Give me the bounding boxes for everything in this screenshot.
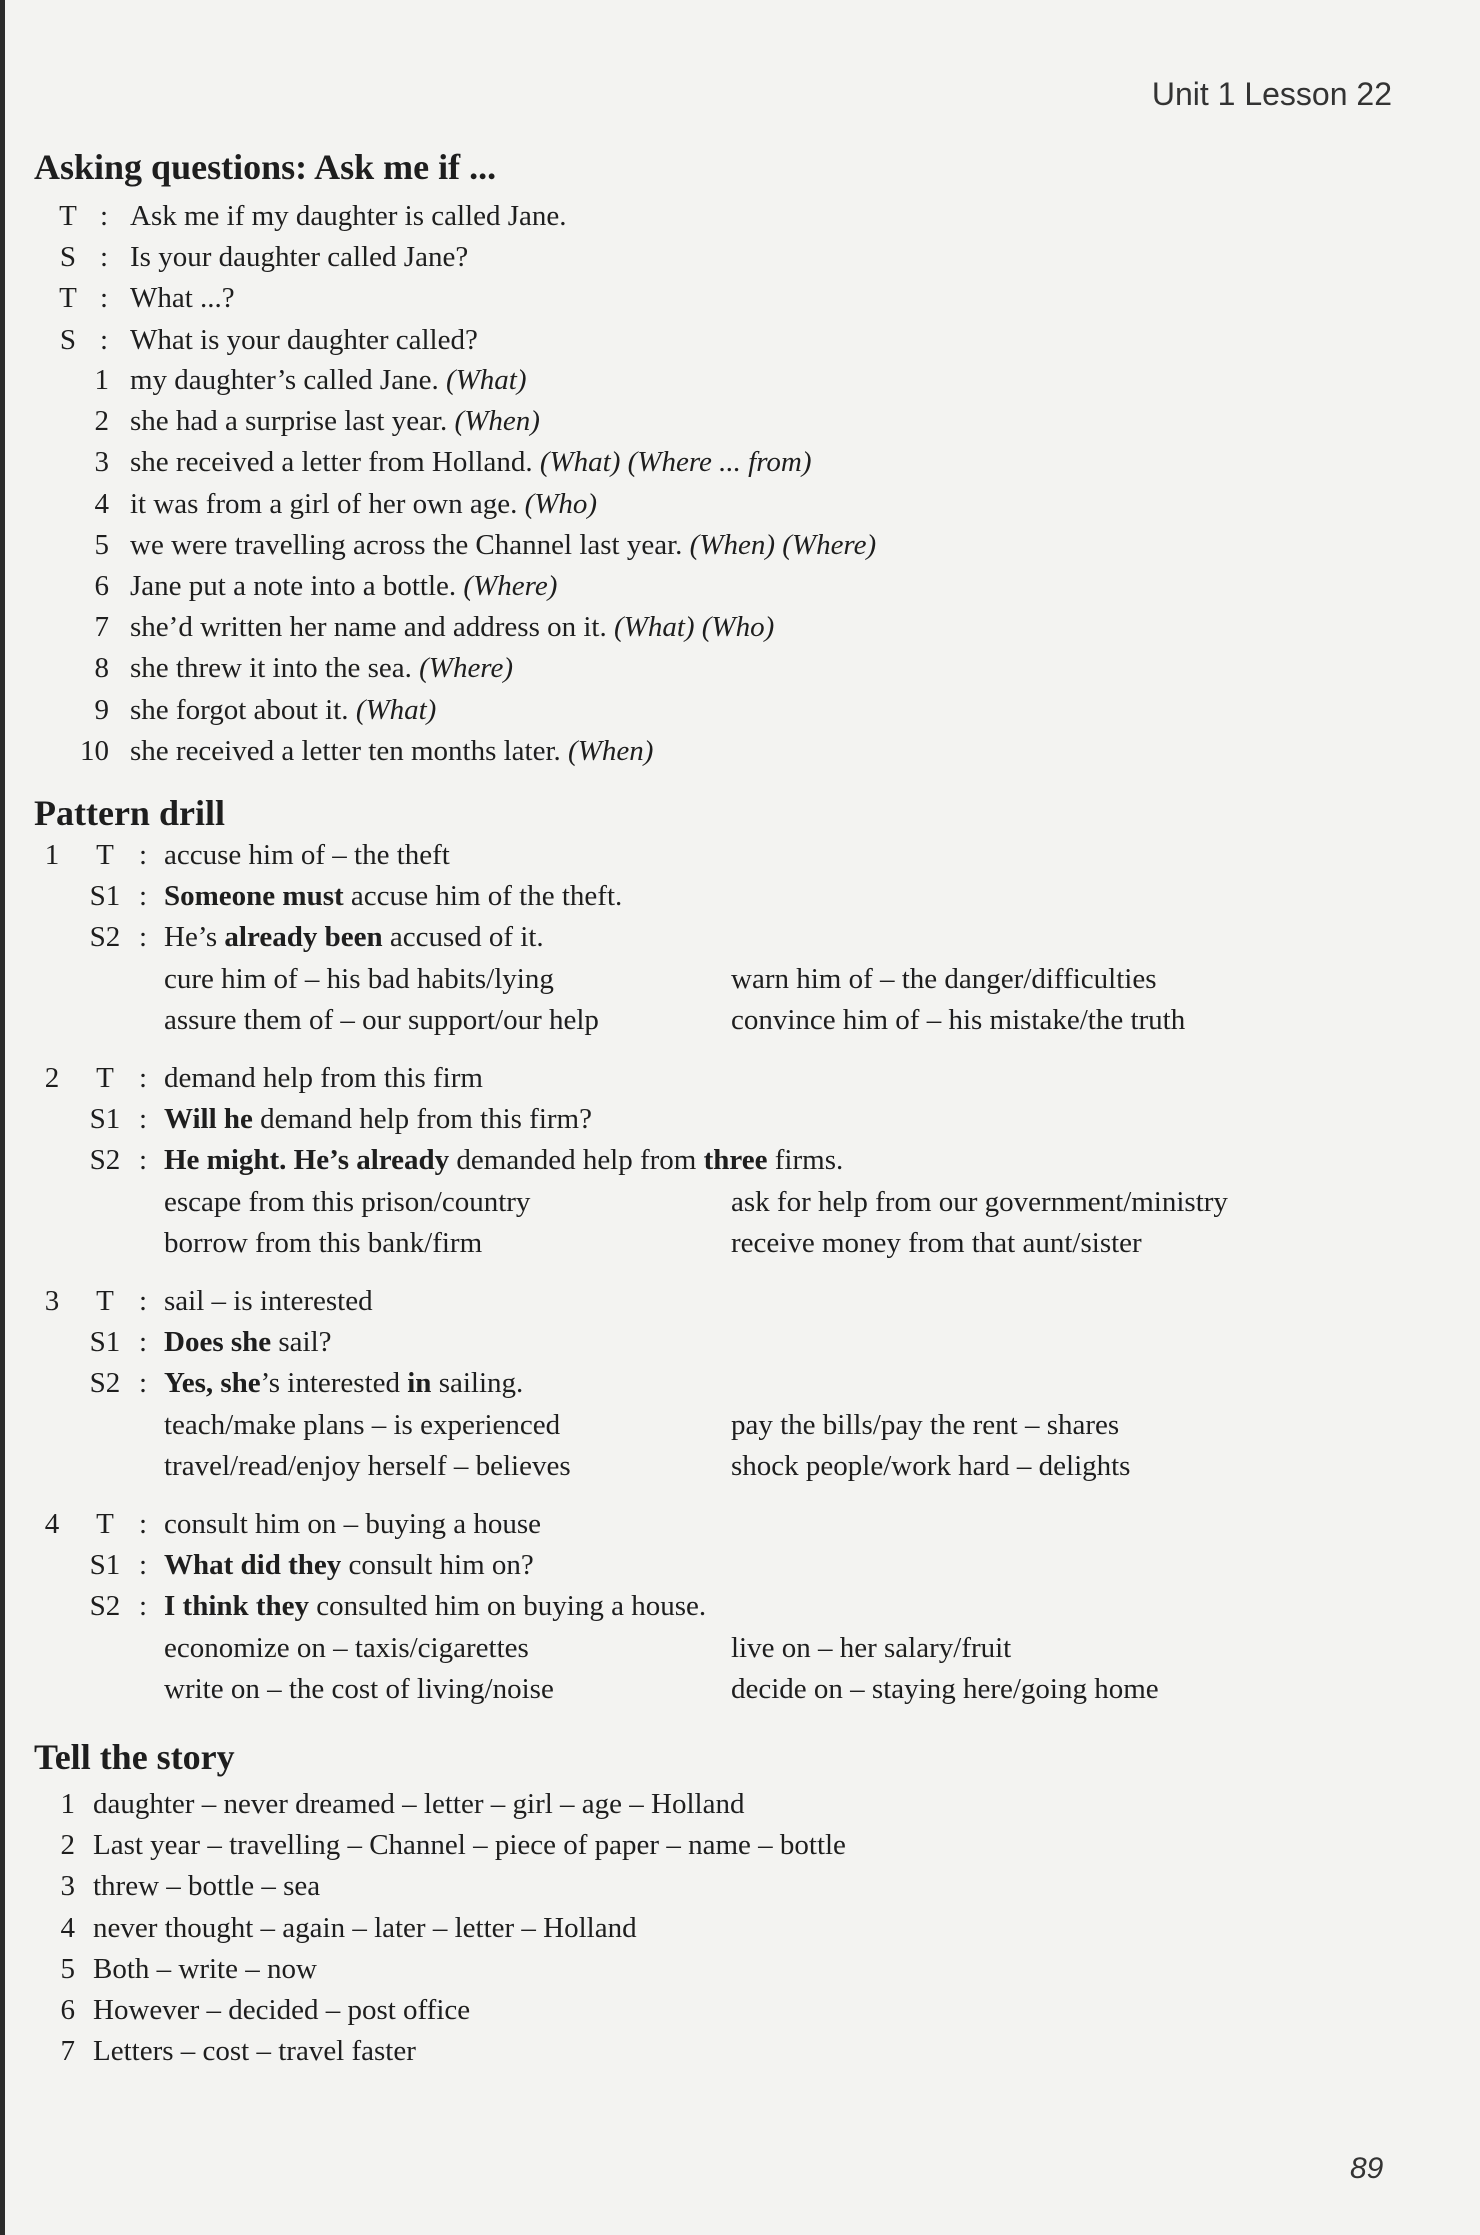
example-right: shock people/work hard – delights bbox=[731, 1449, 1131, 1482]
item-text bbox=[130, 607, 774, 648]
drill-text: demand help from this firm bbox=[164, 1062, 483, 1094]
drill-line bbox=[0, 1363, 1400, 1404]
example-left: travel/read/enjoy herself – believes bbox=[164, 1449, 571, 1482]
speaker-label: T bbox=[96, 1285, 114, 1317]
item-cue: (When) bbox=[454, 405, 540, 438]
speaker-label: S2 bbox=[89, 921, 121, 954]
question-item bbox=[0, 442, 1400, 483]
item-text bbox=[130, 566, 557, 607]
story-number: 4 bbox=[60, 1911, 75, 1944]
speaker-label: T bbox=[59, 200, 77, 232]
drill-text bbox=[164, 1140, 843, 1181]
story-number: 7 bbox=[60, 2035, 75, 2068]
drill-text: accuse him of – the theft bbox=[164, 839, 450, 871]
dialogue-text: Ask me if my daughter is called Jane. bbox=[130, 200, 567, 232]
item-number: 5 bbox=[94, 528, 109, 561]
bold-text: Will he bbox=[164, 1103, 253, 1136]
item-text bbox=[130, 690, 436, 731]
story-number: 5 bbox=[60, 1952, 75, 1985]
plain-text: consult him on? bbox=[341, 1549, 534, 1582]
drill-line bbox=[0, 917, 1400, 958]
drill-example-row bbox=[0, 1223, 1400, 1264]
item-cue: (What) (Where ... from) bbox=[539, 446, 812, 479]
question-item bbox=[0, 401, 1400, 442]
item-text bbox=[130, 648, 513, 689]
section-title-asking-questions: Asking questions: Ask me if ... bbox=[34, 147, 497, 187]
drill-example-row bbox=[0, 1446, 1400, 1487]
speaker-label: T bbox=[96, 1508, 114, 1540]
colon: : bbox=[138, 1285, 148, 1317]
item-prompt: Jane put a note into a bottle. bbox=[130, 570, 464, 602]
drill-line bbox=[0, 835, 1400, 876]
drill-text bbox=[164, 917, 544, 958]
item-prompt: she received a letter ten months later. bbox=[130, 734, 569, 767]
colon: : bbox=[99, 323, 109, 356]
colon: : bbox=[99, 200, 109, 232]
story-item bbox=[0, 1949, 1400, 1990]
item-prompt: we were travelling across the Channel last year. bbox=[130, 528, 690, 561]
page-number: 89 bbox=[1350, 2152, 1384, 2185]
item-cue: (Where) bbox=[463, 570, 558, 602]
plain-text: sail? bbox=[271, 1326, 332, 1359]
item-number: 2 bbox=[94, 405, 109, 438]
item-cue: (Where) bbox=[419, 652, 514, 685]
story-item bbox=[0, 1908, 1400, 1949]
dialogue-line bbox=[0, 196, 1400, 237]
story-text: Last year – travelling – Channel – piece of paper – name – bottle bbox=[93, 1829, 846, 1862]
colon: : bbox=[138, 880, 148, 913]
question-item bbox=[0, 566, 1400, 607]
example-left: teach/make plans – is experienced bbox=[164, 1408, 561, 1441]
story-text: never thought – again – later – letter – Holland bbox=[93, 1911, 637, 1944]
item-prompt: she threw it into the sea. bbox=[130, 652, 420, 685]
item-prompt: she forgot about it. bbox=[130, 693, 356, 726]
item-cue: (When) (Where) bbox=[689, 528, 877, 561]
drill-number: 2 bbox=[44, 1062, 60, 1094]
bold-text: Does she bbox=[164, 1326, 272, 1359]
colon: : bbox=[138, 1144, 148, 1177]
example-right: live on – her salary/fruit bbox=[731, 1631, 1012, 1664]
drill-example-row bbox=[0, 1000, 1400, 1041]
drill-line bbox=[0, 876, 1400, 917]
bold-text: What did they bbox=[164, 1549, 342, 1582]
dialogue-text: Is your daughter called Jane? bbox=[130, 241, 469, 274]
speaker-label: S2 bbox=[89, 1367, 121, 1400]
drill-text bbox=[164, 1322, 332, 1363]
example-right: warn him of – the danger/difficulties bbox=[731, 962, 1157, 995]
plain-text: ’s interested bbox=[260, 1367, 408, 1400]
plain-text: accuse him of the theft. bbox=[343, 880, 623, 913]
speaker-label: T bbox=[96, 839, 114, 871]
item-number: 9 bbox=[94, 693, 109, 726]
question-item bbox=[0, 607, 1400, 648]
item-cue: (Who) bbox=[524, 487, 598, 520]
example-left: economize on – taxis/cigarettes bbox=[164, 1631, 529, 1664]
story-number: 2 bbox=[60, 1829, 75, 1862]
speaker-label: S bbox=[59, 323, 77, 356]
item-cue: (What) bbox=[355, 693, 437, 726]
drill-text: consult him on – buying a house bbox=[164, 1508, 541, 1540]
drill-line bbox=[0, 1140, 1400, 1181]
item-text bbox=[130, 442, 812, 483]
colon: : bbox=[138, 1508, 148, 1540]
drill-text bbox=[164, 1099, 592, 1140]
example-left: write on – the cost of living/noise bbox=[164, 1672, 554, 1705]
item-number: 10 bbox=[80, 734, 109, 767]
unit-lesson-header: Unit 1 Lesson 22 bbox=[1151, 76, 1392, 112]
speaker-label: S bbox=[59, 241, 77, 274]
bold-text: already been bbox=[224, 921, 383, 954]
drill-line bbox=[0, 1545, 1400, 1586]
speaker-label: T bbox=[59, 282, 77, 315]
dialogue-line bbox=[0, 237, 1400, 278]
story-text: However – decided – post office bbox=[93, 1994, 471, 2026]
item-number: 6 bbox=[94, 570, 109, 602]
section-title-pattern-drill: Pattern drill bbox=[34, 793, 225, 833]
item-number: 1 bbox=[94, 364, 109, 396]
section-title-tell-the-story: Tell the story bbox=[34, 1737, 235, 1777]
plain-text: accused of it. bbox=[382, 921, 544, 954]
bold-text: Someone must bbox=[164, 880, 344, 913]
item-text bbox=[130, 731, 653, 772]
bold-text: in bbox=[407, 1367, 432, 1400]
item-number: 3 bbox=[94, 446, 109, 479]
story-item bbox=[0, 1784, 1400, 1825]
drill-example-row bbox=[0, 1628, 1400, 1669]
plain-text: firms. bbox=[767, 1144, 844, 1177]
question-item bbox=[0, 648, 1400, 689]
drill-text bbox=[164, 876, 622, 917]
story-item bbox=[0, 1866, 1400, 1907]
drill-example-row bbox=[0, 1182, 1400, 1223]
speaker-label: S1 bbox=[89, 1103, 121, 1136]
drill-line bbox=[0, 1322, 1400, 1363]
question-item bbox=[0, 690, 1400, 731]
item-number: 7 bbox=[94, 611, 109, 644]
item-text bbox=[130, 401, 540, 442]
example-left: borrow from this bank/firm bbox=[164, 1226, 483, 1259]
item-prompt: my daughter’s called Jane. bbox=[130, 364, 446, 396]
colon: : bbox=[138, 1103, 148, 1136]
plain-text: consulted him on buying a house. bbox=[309, 1590, 707, 1623]
item-prompt: she had a surprise last year. bbox=[130, 405, 455, 438]
example-right: pay the bills/pay the rent – shares bbox=[731, 1408, 1120, 1441]
question-item bbox=[0, 525, 1400, 566]
story-item bbox=[0, 2031, 1400, 2072]
story-text: Letters – cost – travel faster bbox=[93, 2035, 416, 2068]
story-text: daughter – never dreamed – letter – girl – age – Holland bbox=[93, 1788, 745, 1820]
item-number: 4 bbox=[94, 487, 109, 520]
colon: : bbox=[138, 921, 148, 954]
example-right: decide on – staying here/going home bbox=[731, 1672, 1159, 1705]
story-number: 6 bbox=[60, 1994, 75, 2026]
speaker-label: S2 bbox=[89, 1144, 121, 1177]
dialogue-line bbox=[0, 278, 1400, 319]
drill-example-row bbox=[0, 1669, 1400, 1710]
colon: : bbox=[138, 839, 148, 871]
item-prompt: she received a letter from Holland. bbox=[130, 446, 540, 479]
drill-example-row bbox=[0, 1405, 1400, 1446]
item-number: 8 bbox=[94, 652, 109, 685]
example-right: convince him of – his mistake/the truth bbox=[731, 1003, 1186, 1036]
example-left: cure him of – his bad habits/lying bbox=[164, 962, 554, 995]
drill-line bbox=[0, 1099, 1400, 1140]
item-cue: (What) (Who) bbox=[614, 611, 775, 644]
drill-text bbox=[164, 1545, 534, 1586]
story-text: threw – bottle – sea bbox=[93, 1870, 321, 1903]
story-item bbox=[0, 1825, 1400, 1866]
speaker-label: S1 bbox=[89, 1326, 121, 1359]
item-text bbox=[130, 360, 526, 401]
example-left: escape from this prison/country bbox=[164, 1185, 531, 1218]
plain-text: sailing. bbox=[431, 1367, 524, 1400]
colon: : bbox=[138, 1062, 148, 1094]
speaker-label: S1 bbox=[89, 1549, 121, 1582]
story-item bbox=[0, 1990, 1400, 2031]
bold-text: I think they bbox=[164, 1590, 310, 1623]
speaker-label: T bbox=[96, 1062, 114, 1094]
colon: : bbox=[99, 241, 109, 274]
story-number: 3 bbox=[60, 1870, 75, 1903]
drill-line bbox=[0, 1058, 1400, 1099]
item-prompt: she’d written her name and address on it. bbox=[130, 611, 614, 644]
colon: : bbox=[99, 282, 109, 315]
example-right: receive money from that aunt/sister bbox=[731, 1226, 1142, 1259]
drill-number: 3 bbox=[44, 1285, 60, 1317]
drill-line bbox=[0, 1504, 1400, 1545]
bold-text: Yes, she bbox=[164, 1367, 261, 1400]
item-cue: (When) bbox=[568, 734, 654, 767]
drill-line bbox=[0, 1281, 1400, 1322]
drill-example-row bbox=[0, 959, 1400, 1000]
drill-text bbox=[164, 1586, 706, 1627]
item-text bbox=[130, 525, 876, 566]
item-cue: (What) bbox=[445, 364, 527, 396]
colon: : bbox=[138, 1590, 148, 1623]
drill-text bbox=[164, 1363, 523, 1404]
drill-number: 1 bbox=[44, 839, 60, 871]
item-prompt: it was from a girl of her own age. bbox=[130, 487, 525, 520]
bold-text: He might. He’s already bbox=[164, 1144, 450, 1177]
plain-text: demanded help from bbox=[449, 1144, 704, 1177]
item-text bbox=[130, 484, 597, 525]
colon: : bbox=[138, 1367, 148, 1400]
drill-line bbox=[0, 1586, 1400, 1627]
drill-text: sail – is interested bbox=[164, 1285, 373, 1317]
colon: : bbox=[138, 1549, 148, 1582]
dialogue-line bbox=[0, 320, 1400, 361]
story-number: 1 bbox=[60, 1788, 75, 1820]
plain-text: demand help from this firm? bbox=[252, 1103, 592, 1136]
example-left: assure them of – our support/our help bbox=[164, 1003, 599, 1036]
example-right: ask for help from our government/ministry bbox=[731, 1185, 1228, 1218]
story-text: Both – write – now bbox=[93, 1952, 317, 1985]
drill-number: 4 bbox=[44, 1508, 60, 1540]
dialogue-text: What is your daughter called? bbox=[130, 323, 478, 356]
dialogue-text: What ...? bbox=[130, 282, 235, 315]
plain-text: He’s bbox=[164, 921, 225, 954]
question-item bbox=[0, 360, 1400, 401]
question-item bbox=[0, 731, 1400, 772]
bold-text: three bbox=[703, 1144, 768, 1177]
colon: : bbox=[138, 1326, 148, 1359]
speaker-label: S1 bbox=[89, 880, 121, 913]
speaker-label: S2 bbox=[89, 1590, 121, 1623]
question-item bbox=[0, 484, 1400, 525]
